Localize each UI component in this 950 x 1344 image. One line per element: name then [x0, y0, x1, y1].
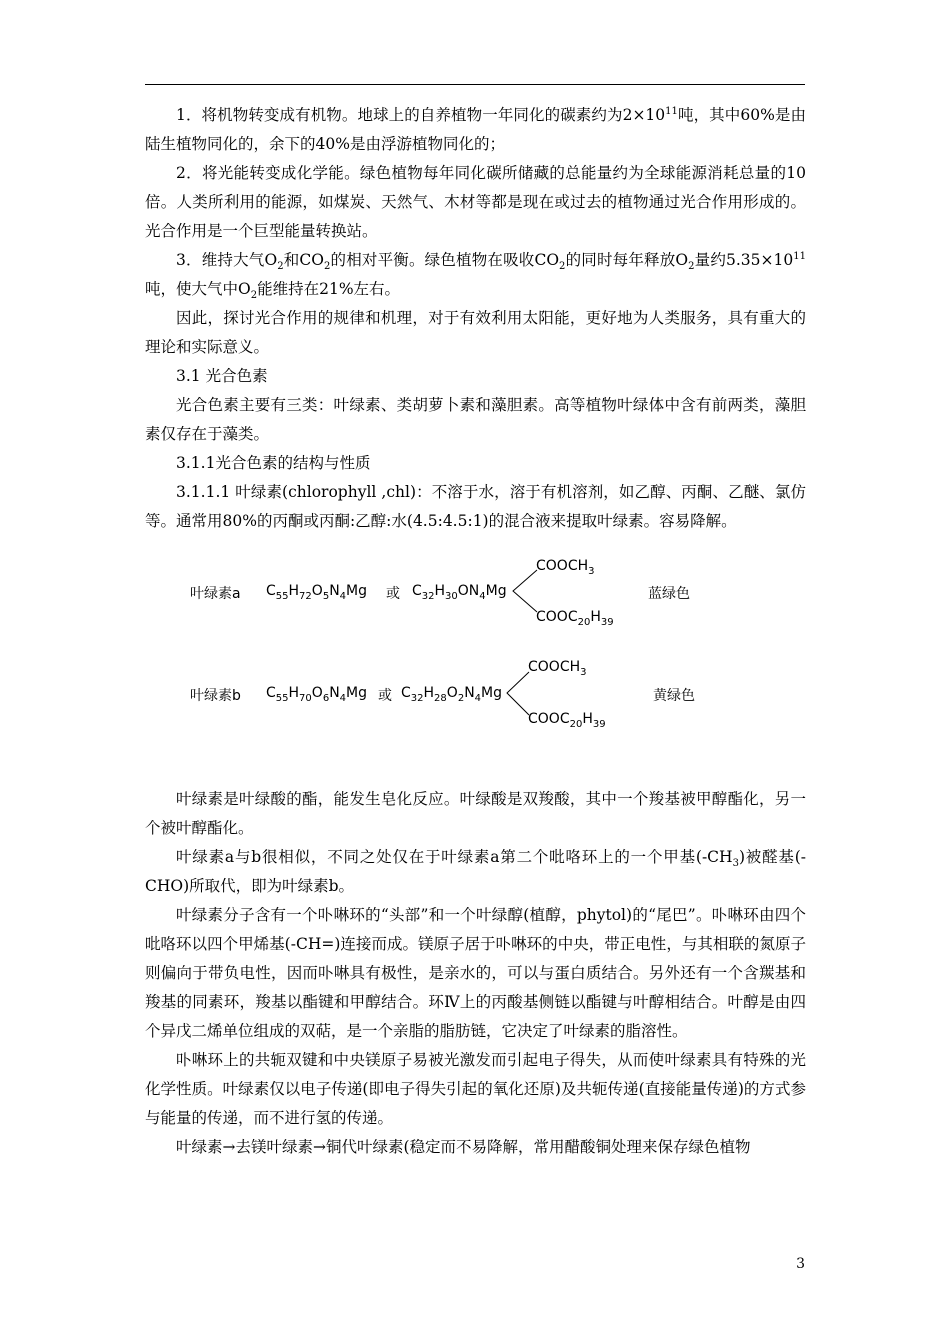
heading-3-1: 3.1 光合色素: [176, 367, 268, 385]
paragraph-8: 叶绿素a与b很相似，不同之处仅在于叶绿素a第二个吡咯环上的一个甲基$(-CH_3)$被醛基(-CHO)所取代，即为叶绿素b。: [145, 848, 806, 895]
formula-b-molecular: $C_{55}H_{70}O_6N_4Mg$: [266, 685, 368, 704]
formula-b-top-group: $COOCH_3$: [528, 659, 587, 678]
formula-a-label: 叶绿素a: [190, 586, 241, 602]
paragraph-1: 1．将机物转变成有机物。地球上的自养植物一年同化的碳素约为$2\times 10^{11}$吨，其中60%是由陆生植物同化的，余下的40%是由浮游植物同化的；: [145, 105, 806, 153]
paragraph-3: 3．维持大气$O_2$和$CO_2$的相对平衡。绿色植物在吸收$CO_2$的同时每年释放$O_2$量约$5.35\times 10^{11}$吨，使大气中$O_2$能维持在21%左右。: [145, 250, 806, 302]
formula-branch-lines: [145, 545, 806, 745]
chlorophyll-formulas: [145, 545, 806, 745]
formula-b-structural: $C_{32}H_{28}O_2N_4Mg$: [401, 685, 503, 704]
paragraph-10: 卟啉环上的共轭双键和中央镁原子易被光激发而引起电子得失，从而使叶绿素具有特殊的光化学性质。叶绿素仅以电子传递(即电子得失引起的氧化还原)及共轭传递(直接能量传递)的方式参与能量的传递，而不进行氢的传递。: [145, 1051, 806, 1127]
formula-a-structural: $C_{32}H_{30}ON_4Mg$: [412, 583, 507, 602]
formula-a-top-group: $COOCH_3$: [536, 558, 595, 577]
formula-a-bottom-group: $COOC_{20}H_{39}$: [536, 609, 614, 628]
paragraph-9: 叶绿素分子含有一个卟啉环的“头部”和一个叶绿醇(植醇，phytol)的“尾巴”。卟啉环由四个吡咯环以四个甲烯基(-CH=)连接而成。镁原子居于卟啉环的中央，带正电性，与其相联的氮原子则偏向于带负电性，因而卟啉具有极性，是亲水的，可以与蛋白质结合。另外还有一个含羰基和羧基的同素环，羧基以酯键和甲醇结合。环Ⅳ上的丙酸基侧链以酯键与叶醇相结合。叶醇是由四个异戊二烯单位组成的双萜，是一个亲脂的脂肪链，它决定了叶绿素的脂溶性。: [145, 906, 806, 1040]
header-rule: [145, 84, 805, 85]
paragraph-6: 3.1.1.1 叶绿素(chlorophyll ,chl)：不溶于水，溶于有机溶剂，如乙醇、丙酮、乙醚、氯仿等。通常用80%的丙酮或丙酮:乙醇:水(4.5:4.5:1)的混合液来提取叶绿素。容易降解。: [145, 483, 806, 530]
formula-a-molecular: $C_{55}H_{72}O_5N_4Mg$: [266, 583, 368, 602]
text-block-top: [145, 101, 806, 536]
paragraph-4: 因此，探讨光合作用的规律和机理，对于有效利用太阳能，更好地为人类服务，具有重大的理论和实际意义。: [145, 309, 806, 356]
paragraph-5: 光合色素主要有三类：叶绿素、类胡萝卜素和藻胆素。高等植物叶绿体中含有前两类，藻胆素仅存在于藻类。: [145, 396, 806, 443]
paragraph-2: 2．将光能转变成化学能。绿色植物每年同化碳所储藏的总能量约为全球能源消耗总量的10倍。人类所利用的能源，如煤炭、天然气、木材等都是现在或过去的植物通过光合作用形成的。光合作用是一个巨型能量转换站。: [145, 164, 806, 240]
formula-b-color: 黄绿色: [653, 688, 695, 704]
paragraph-7: 叶绿素是叶绿酸的酯，能发生皂化反应。叶绿酸是双羧酸，其中一个羧基被甲醇酯化，另一个被叶醇酯化。: [145, 790, 806, 837]
heading-3-1-1: 3.1.1光合色素的结构与性质: [176, 454, 371, 472]
text-block-bottom: [145, 785, 806, 1162]
page-number: 3: [796, 1256, 805, 1272]
formula-a-color: 蓝绿色: [648, 586, 690, 602]
formula-a-or: 或: [386, 586, 400, 602]
formula-b-bottom-group: $COOC_{20}H_{39}$: [528, 711, 606, 730]
formula-b-or: 或: [378, 688, 392, 704]
paragraph-11: 叶绿素→去镁叶绿素→铜代叶绿素(稳定而不易降解，常用醋酸铜处理来保存绿色植物: [176, 1138, 751, 1156]
formula-b-label: 叶绿素b: [190, 688, 241, 704]
